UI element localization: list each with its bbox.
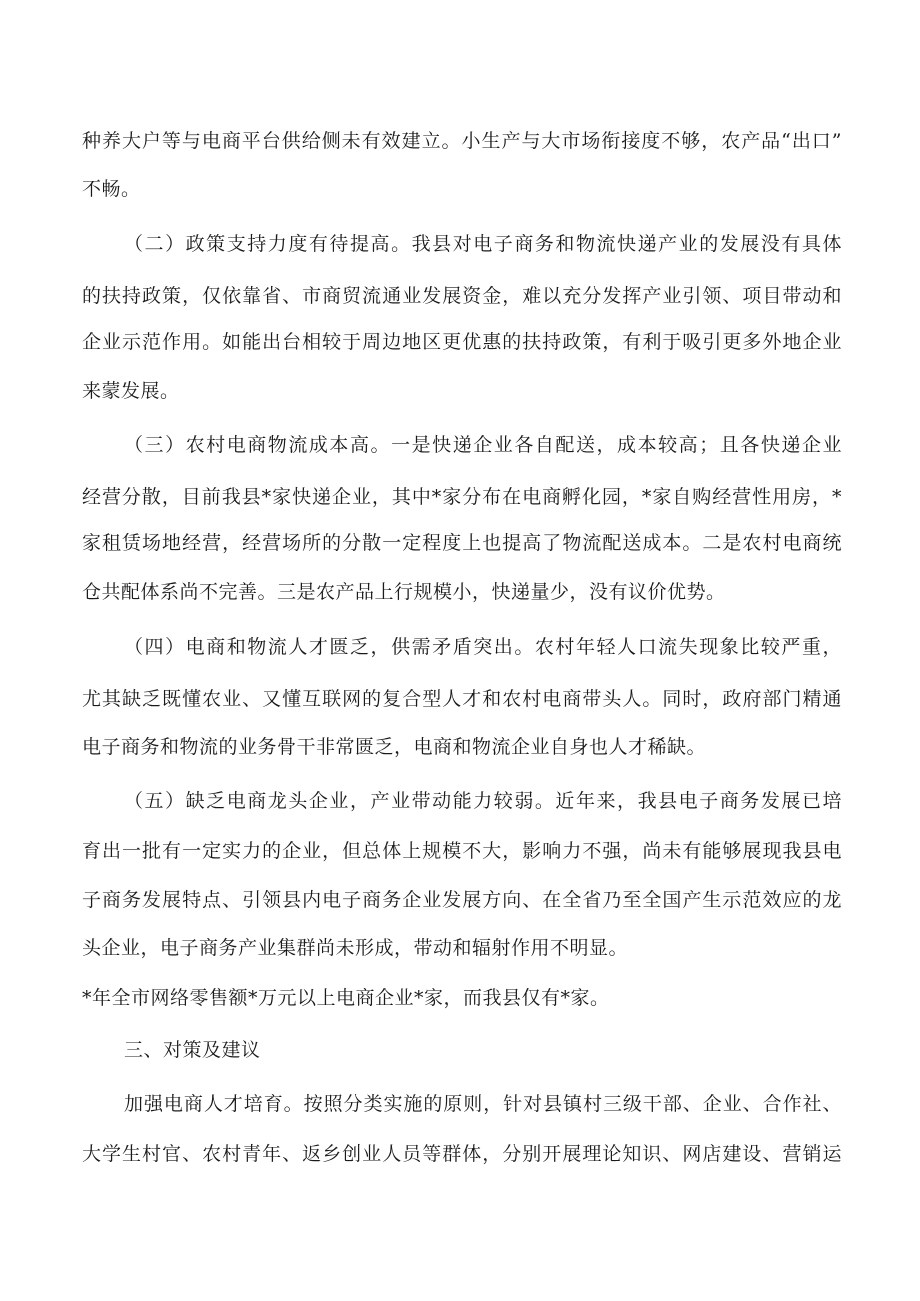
paragraph-line: 子商务发展特点、引领县内电子商务企业发展方向、在全省乃至全国产生示范效应的龙 [82, 889, 842, 911]
paragraph-line: 家租赁场地经营，经营场所的分散一定程度上也提高了物流配送成本。二是农村电商统 [82, 532, 842, 554]
paragraph-line: （四）电商和物流人才匮乏，供需矛盾突出。农村年轻人口流失现象比较严重， [124, 636, 842, 658]
paragraph-line: 育出一批有一定实力的企业，但总体上规模不大，影响力不强，尚未有能够展现我县电 [82, 840, 842, 862]
paragraph-line: 经营分散，目前我县*家快递企业，其中*家分布在电商孵化园，*家自购经营性用房，* [82, 486, 842, 508]
paragraph-line: 电子商务和物流的业务骨干非常匮乏，电商和物流企业自身也人才稀缺。 [82, 736, 707, 758]
paragraph-line: 企业示范作用。如能出台相较于周边地区更优惠的扶持政策，有利于吸引更多外地企业 [82, 331, 842, 353]
section-heading: 三、对策及建议 [124, 1039, 261, 1061]
paragraph-line: 尤其缺乏既懂农业、又懂互联网的复合型人才和农村电商带头人。同时，政府部门精通 [82, 688, 842, 710]
paragraph-line: 头企业，电子商务产业集群尚未形成，带动和辐射作用不明显。 [82, 937, 629, 959]
paragraph-line: 加强电商人才培育。按照分类实施的原则，针对县镇村三级干部、企业、合作社、 [124, 1093, 842, 1115]
paragraph-line: 不畅。 [82, 178, 141, 200]
note-line: *年全市网络零售额*万元以上电商企业*家，而我县仅有*家。 [82, 987, 610, 1009]
paragraph-line: 种养大户等与电商平台供给侧未有效建立。小生产与大市场衔接度不够，农产品“出口” [82, 130, 842, 152]
paragraph-line: 来蒙发展。 [82, 380, 180, 402]
paragraph-line: （二）政策支持力度有待提高。我县对电子商务和物流快递产业的发展没有具体 [124, 233, 842, 255]
paragraph-line: 的扶持政策，仅依靠省、市商贸流通业发展资金，难以充分发挥产业引领、项目带动和 [82, 285, 842, 307]
paragraph-line: （三）农村电商物流成本高。一是快递企业各自配送，成本较高；且各快递企业 [124, 434, 842, 456]
paragraph-line: 大学生村官、农村青年、返乡创业人员等群体，分别开展理论知识、网店建设、营销运 [82, 1143, 842, 1165]
paragraph-line: （五）缺乏电商龙头企业，产业带动能力较弱。近年来，我县电子商务发展已培 [124, 790, 842, 812]
paragraph-line: 仓共配体系尚不完善。三是农产品上行规模小，快递量少，没有议价优势。 [82, 581, 726, 603]
